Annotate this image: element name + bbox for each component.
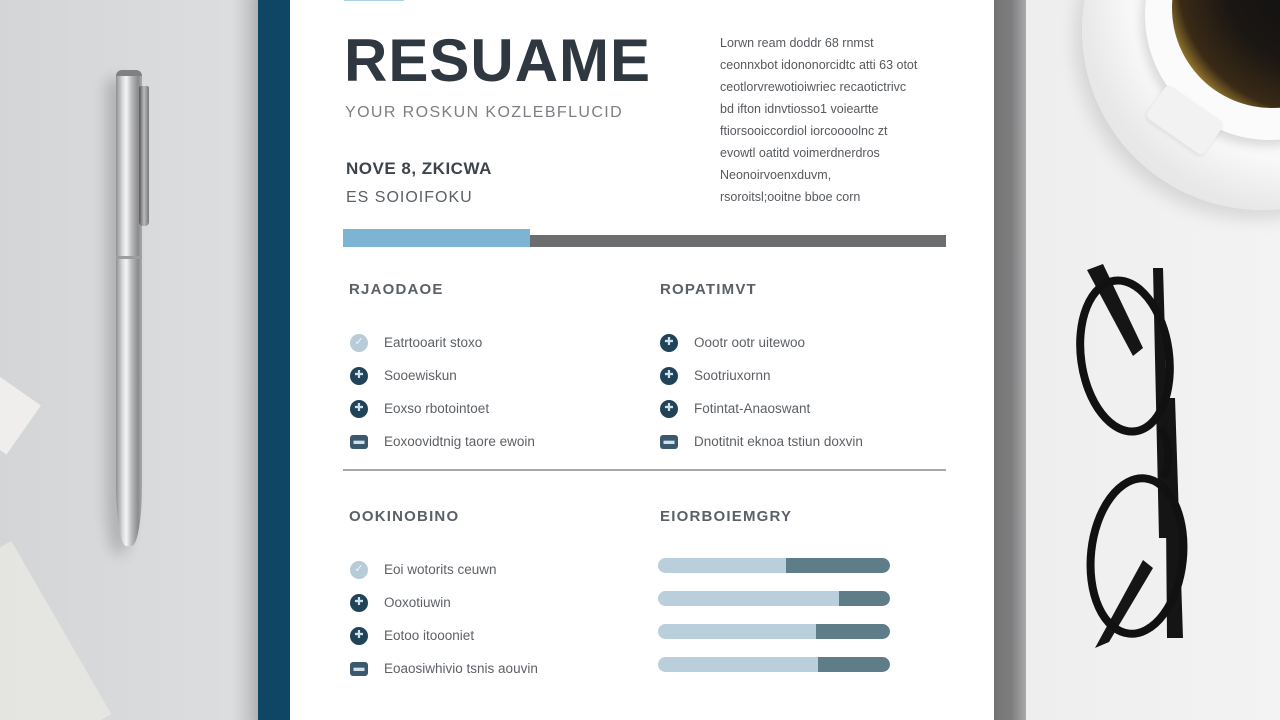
list-item (350, 553, 538, 586)
list-item (350, 619, 538, 652)
plus-circle-icon: ✚ (660, 334, 678, 352)
list-item (350, 425, 535, 458)
light-circle-icon: ✓ (350, 334, 368, 352)
section-title: RJAODAOE (349, 281, 444, 298)
item-label: Eoxso rbotointoet (384, 401, 490, 416)
item-label: Eoi wotorits ceuwn (384, 562, 497, 577)
skill-bar (658, 657, 890, 672)
plus-circle-icon: ✚ (350, 400, 368, 418)
item-label: Eatrtooarit stoxo (384, 335, 483, 350)
section-divider (343, 469, 946, 471)
divider-rest (530, 235, 946, 247)
item-label: Oootr ootr uitewoo (694, 335, 806, 350)
header-divider (343, 229, 946, 247)
list-item (350, 326, 535, 359)
section-title: ROPATIMVT (660, 281, 757, 298)
section-title: OOKINOBINO (349, 508, 460, 525)
item-label: Ooxotiuwin (384, 595, 451, 610)
clipboard-edge (990, 0, 1026, 720)
item-label: Fotintat-Anaoswant (694, 401, 811, 416)
contact-info: ES SOIOIFOKU (346, 189, 473, 206)
list-item (350, 652, 538, 685)
skill-bar-remainder (839, 591, 890, 606)
intro-line: rsoroitsl;ooitne bboe corn (720, 190, 861, 204)
item-label: Eotoo itoooniet (384, 628, 475, 643)
candidate-name: NOVE 8, ZKICWA (346, 159, 492, 178)
list-item (660, 326, 863, 359)
item-label: Dnotitnit eknoa tstiun doxvin (694, 434, 863, 449)
intro-line: ceotlorvrewotioiwriec recaotictrivc (720, 80, 907, 94)
list-item (660, 359, 863, 392)
list-item (660, 425, 863, 458)
paper-corner-decoration (0, 365, 41, 454)
paper-corner-decoration (0, 541, 111, 720)
skill-bar (658, 558, 890, 573)
skill-bar (658, 591, 890, 606)
intro-line: ftiorsooiccordiol iorcoooolnc zt (720, 124, 888, 138)
resume-subtitle: YOUR ROSKUN KOZLEBFLUCID (345, 104, 624, 121)
section-list (350, 326, 535, 458)
section-list (660, 326, 863, 458)
intro-line: evowtl oatitd voimerdnerdros (720, 146, 880, 160)
item-label: Eoaosiwhivio tsnis aouvin (384, 661, 538, 676)
skill-bar-remainder (818, 657, 890, 672)
resume-title: RESUAME (344, 27, 652, 94)
skill-bar-remainder (816, 624, 890, 639)
pen-cap (116, 70, 142, 76)
card-icon: ▬ (660, 435, 678, 449)
item-label: Sooewiskun (384, 368, 457, 383)
list-item (350, 392, 535, 425)
pen-clip (139, 86, 149, 226)
divider-accent (343, 229, 530, 247)
resume-sheet (258, 0, 994, 720)
intro-line: ceonnxbot idononorcidtc atti 63 otot (720, 58, 918, 72)
plus-circle-icon: ✚ (660, 367, 678, 385)
plus-circle-icon: ✚ (350, 367, 368, 385)
skill-bar-remainder (786, 558, 890, 573)
light-circle-icon: ✓ (350, 561, 368, 579)
skill-bars (658, 558, 890, 690)
intro-line: Lorwn ream doddr 68 rnmst (720, 36, 874, 50)
top-accent-bar (344, 0, 404, 1)
section-title: EIORBOIEMGRY (660, 508, 793, 525)
card-icon: ▬ (350, 435, 368, 449)
intro-line: Neonoirvoenxduvm, (720, 168, 832, 182)
skill-bar (658, 624, 890, 639)
plus-circle-icon: ✚ (350, 627, 368, 645)
card-icon: ▬ (350, 662, 368, 676)
item-label: Sootriuxornn (694, 368, 771, 383)
plus-circle-icon: ✚ (350, 594, 368, 612)
item-label: Eoxoovidtnig taore ewoin (384, 434, 535, 449)
plus-circle-icon: ✚ (660, 400, 678, 418)
eyeglasses-image (1075, 238, 1205, 678)
list-item (350, 586, 538, 619)
intro-paragraph (720, 32, 950, 208)
list-item (660, 392, 863, 425)
list-item (350, 359, 535, 392)
pen-ring (116, 256, 142, 259)
intro-line: bd ifton idnvtiosso1 voieartte (720, 102, 879, 116)
section-list (350, 553, 538, 685)
